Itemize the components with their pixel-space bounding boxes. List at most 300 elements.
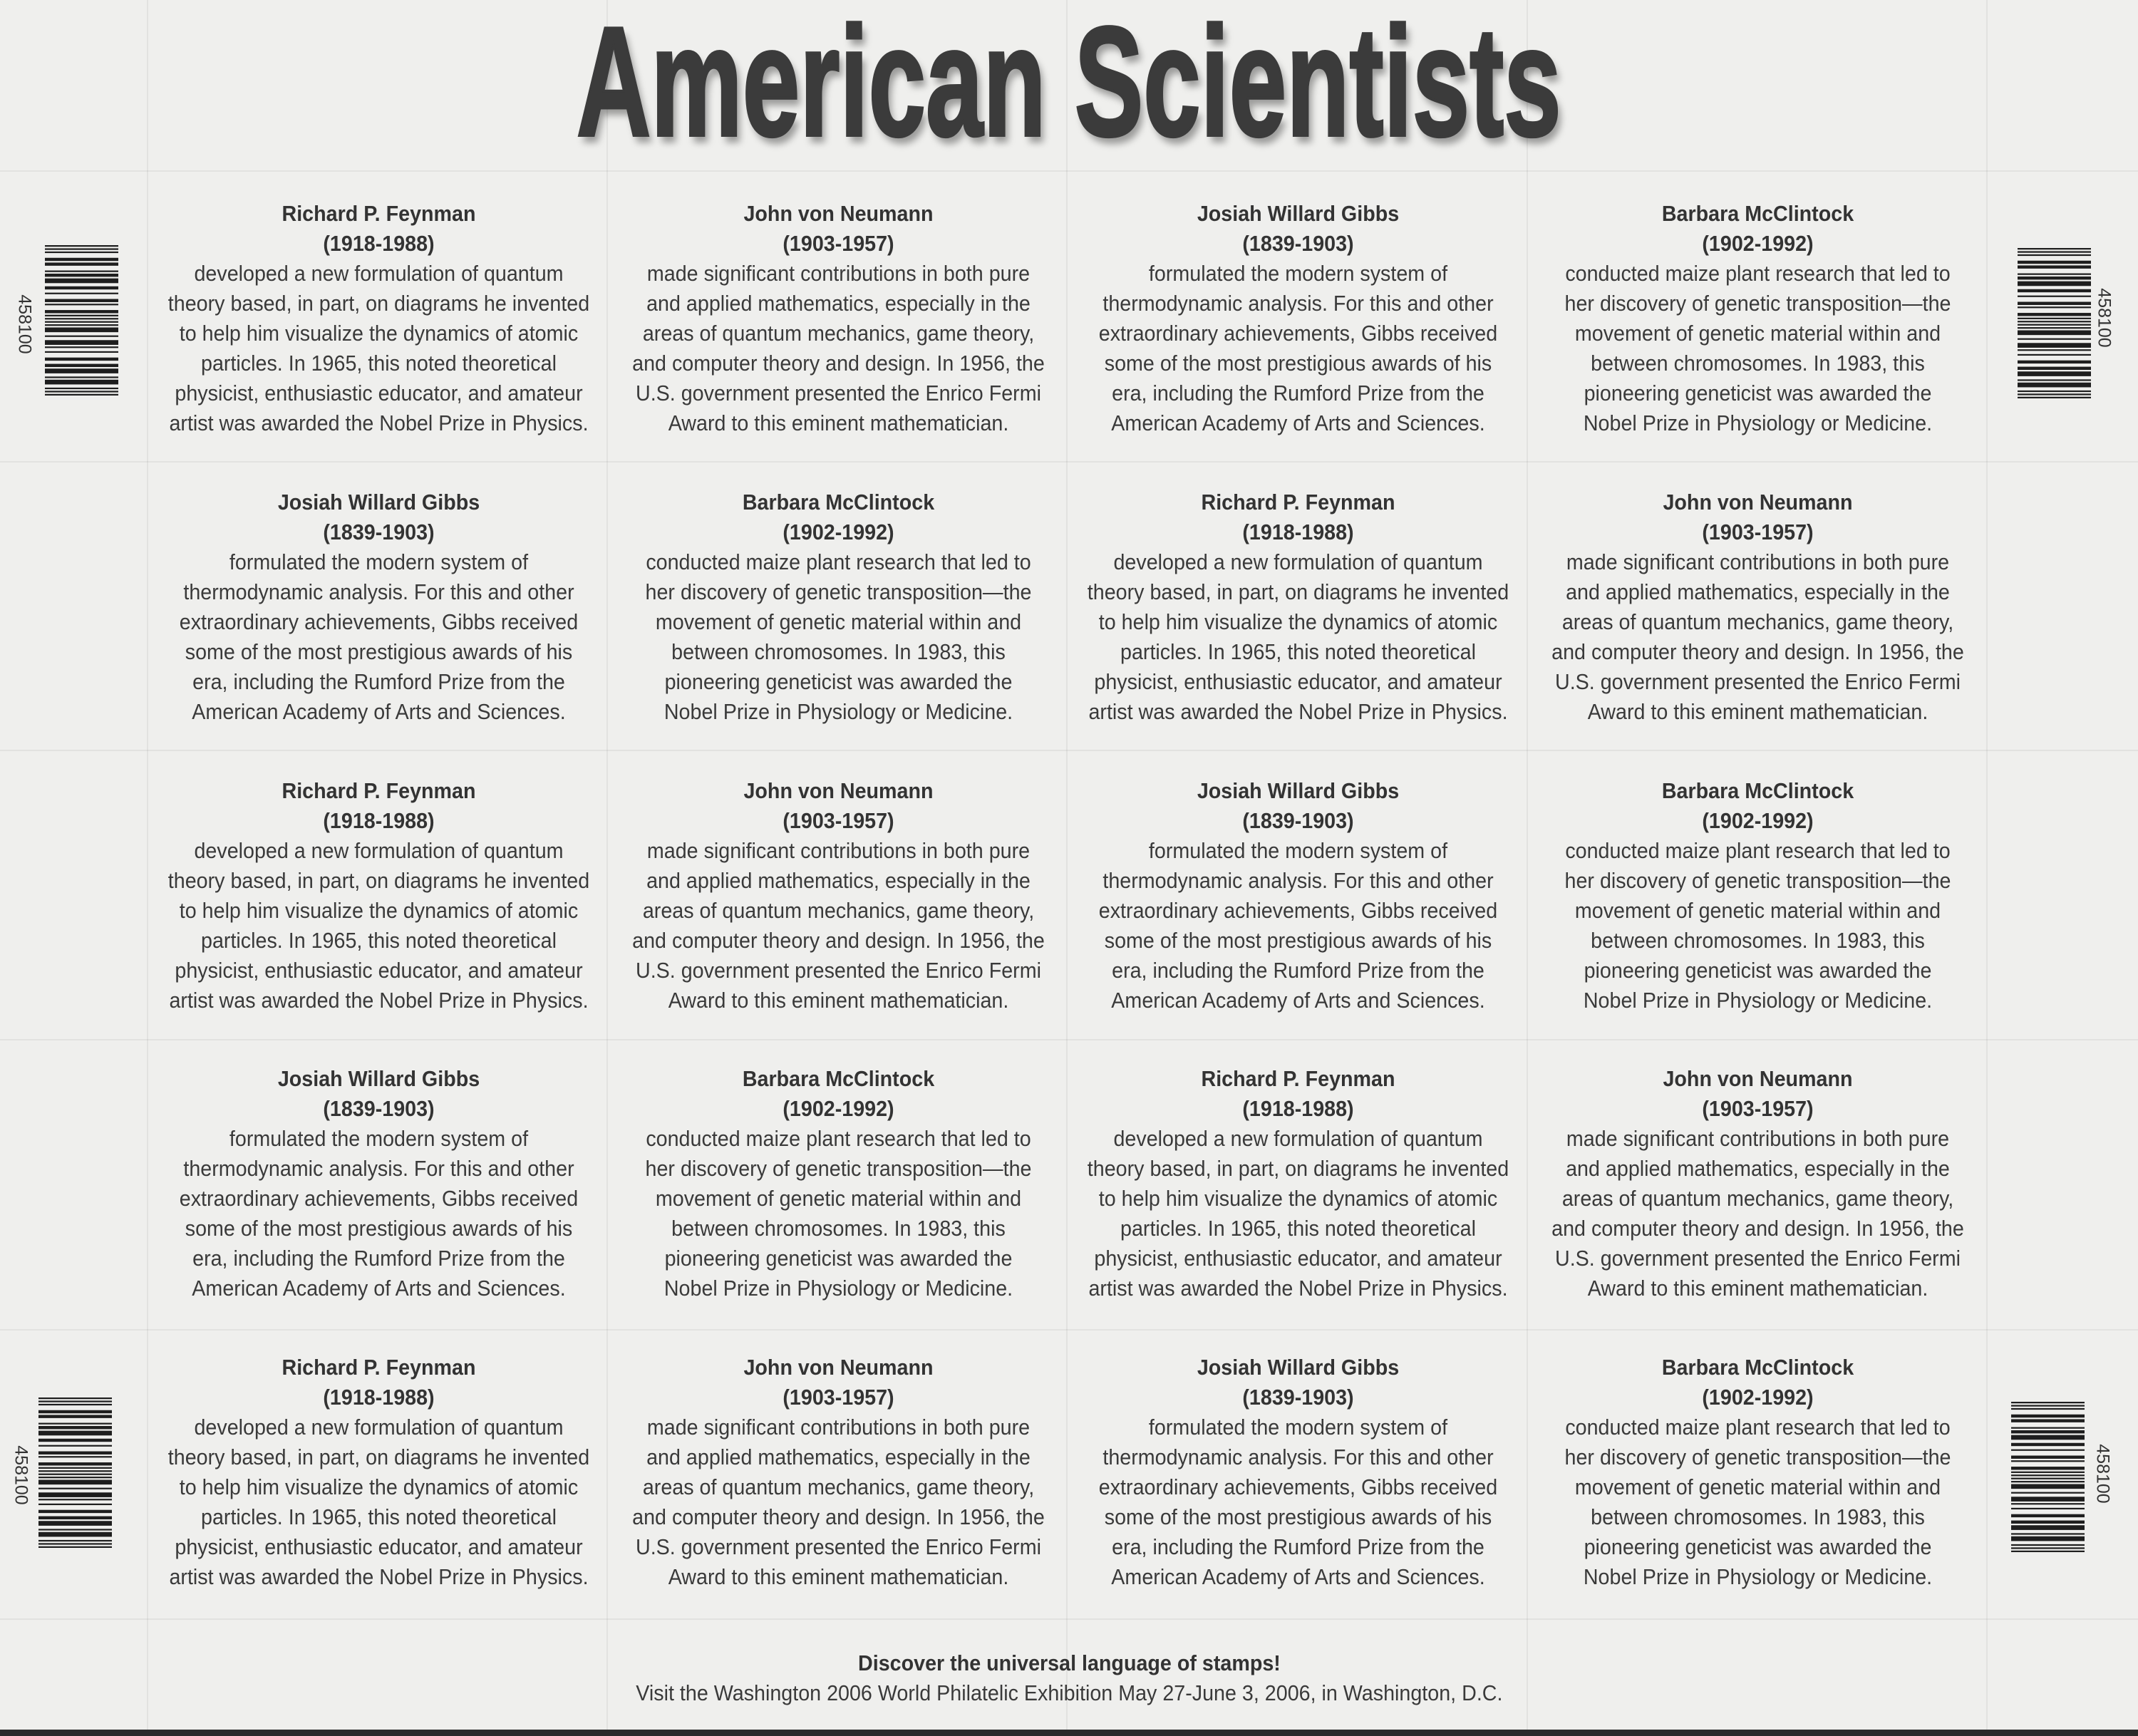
- barcode-bar: [2011, 1456, 2085, 1459]
- barcode-bar: [45, 274, 118, 277]
- bio-line: areas of quantum mechanics, game theory,: [1561, 609, 1954, 634]
- scientist-text-inner: [626, 1353, 1051, 1592]
- footer-info: [0, 1678, 2138, 1708]
- bio-line: and applied mathematics, especially in the: [1566, 579, 1950, 604]
- scientist-text-inner: [626, 199, 1051, 438]
- barcode-bar: [38, 1452, 112, 1455]
- bio-line: theory based, in part, on diagrams he invented: [167, 1445, 590, 1469]
- bio-line: U.S. government presented the Enrico Fermi: [636, 381, 1041, 405]
- scientist-text-block: [149, 1064, 609, 1303]
- bio-line: and computer theory and design. In 1956, the: [1551, 1216, 1964, 1241]
- scientist-dates: (1903-1957): [1702, 1096, 1814, 1121]
- barcode-bar: [38, 1517, 112, 1519]
- barcode-bar: [45, 279, 118, 284]
- barcode-bar: [45, 258, 118, 261]
- bio-line: between chromosomes. In 1983, this: [1591, 351, 1925, 376]
- scientist-dates: (1918-1988): [1242, 1096, 1354, 1121]
- barcode-bar: [38, 1426, 112, 1429]
- barcode-bar: [2018, 397, 2091, 398]
- scientist-text-inner: [166, 1353, 592, 1592]
- barcode-bar: [38, 1445, 112, 1447]
- die-cut-line-horizontal: [0, 170, 2138, 172]
- bio-line: and computer theory and design. In 1956, the: [1551, 639, 1964, 664]
- bio-line: physicist, enthusiastic educator, and amateur: [175, 1534, 583, 1559]
- scientist-text-inner: [1085, 776, 1511, 1016]
- barcode-bar: [2011, 1430, 2085, 1433]
- barcode-bar: [2018, 306, 2091, 308]
- scientist-text-inner: [626, 776, 1051, 1016]
- bio-line: to help him visualize the dynamics of atomic: [1098, 1186, 1498, 1211]
- barcode-bar: [45, 299, 118, 302]
- scientist-text-inner: [1545, 1353, 1971, 1592]
- bio-line: conducted maize plant research that led to: [1565, 261, 1951, 286]
- barcode-bar: [2011, 1405, 2085, 1406]
- barcode-bar: [2018, 248, 2091, 249]
- bio-line: some of the most prestigious awards of his: [1104, 351, 1492, 376]
- scientist-text-block: [1068, 199, 1528, 438]
- bio-line: extraordinary achievements, Gibbs received: [1098, 898, 1498, 923]
- bio-line: formulated the modern system of: [1148, 838, 1448, 863]
- barcode-bar: [2011, 1474, 2085, 1476]
- bio-line: extraordinary achievements, Gibbs received: [179, 609, 579, 634]
- scientist-dates: (1903-1957): [783, 808, 894, 833]
- barcode-bar: [2011, 1503, 2085, 1504]
- scientist-text-inner: [166, 487, 592, 727]
- bio-line: physicist, enthusiastic educator, and amateur: [1094, 669, 1502, 694]
- barcode-bar: [45, 364, 118, 367]
- barcode-bar: [2018, 343, 2091, 348]
- barcode-bar: [2011, 1435, 2085, 1440]
- bio-line: her discovery of genetic transposition—the: [645, 579, 1032, 604]
- barcode-bar: [2018, 274, 2091, 275]
- bio-line: era, including the Rumford Prize from the: [192, 669, 565, 694]
- barcode-bar: [2018, 302, 2091, 305]
- sheet-title: [0, 0, 2138, 169]
- barcode-bar: [38, 1470, 112, 1472]
- barcode-bar: [38, 1532, 112, 1537]
- barcode-bar: [2018, 265, 2091, 268]
- bio-line: artist was awarded the Nobel Prize in Physics.: [1088, 1276, 1508, 1301]
- bio-line: era, including the Rumford Prize from the: [1112, 958, 1484, 983]
- scientist-text-inner: [1545, 776, 1971, 1016]
- barcode-bar: [38, 1529, 112, 1530]
- bio-line: developed a new formulation of quantum: [1113, 549, 1483, 574]
- scientist-dates: (1902-1992): [1702, 808, 1814, 833]
- bio-line: and computer theory and design. In 1956, the: [632, 1504, 1045, 1529]
- barcode-bar: [2011, 1460, 2085, 1462]
- bio-line: Award to this eminent mathematician.: [668, 1564, 1009, 1589]
- bio-line: pioneering geneticist was awarded the: [1584, 1534, 1932, 1559]
- barcode-bar: [45, 252, 118, 253]
- barcode-bar: [38, 1540, 112, 1541]
- bio-line: and applied mathematics, especially in the: [1566, 1156, 1950, 1181]
- scientist-text-block: [609, 776, 1068, 1016]
- bio-line: artist was awarded the Nobel Prize in Physics.: [169, 988, 589, 1013]
- barcode-bar: [38, 1415, 112, 1417]
- scientist-text-block: [609, 1064, 1068, 1303]
- barcode-bar: [2011, 1533, 2085, 1534]
- barcode-bar: [2018, 254, 2091, 256]
- barcode-bar: [2011, 1514, 2085, 1517]
- scientist-dates: (1839-1903): [1242, 1385, 1354, 1410]
- barcode-bar: [2011, 1525, 2085, 1530]
- scientist-text-block: [149, 1353, 609, 1592]
- barcode-bar: [38, 1510, 112, 1513]
- barcode-bar: [2011, 1508, 2085, 1509]
- barcode-bar: [2011, 1402, 2085, 1403]
- barcode-bar: [2011, 1419, 2085, 1422]
- bio-line: Award to this eminent mathematician.: [668, 410, 1009, 435]
- barcode-bar: [38, 1397, 112, 1399]
- bio-line: movement of genetic material within and: [1574, 1474, 1941, 1499]
- barcode-bar: [2018, 367, 2091, 370]
- scientist-name: Richard P. Feynman: [282, 1355, 476, 1380]
- bio-line: extraordinary achievements, Gibbs received: [179, 1186, 579, 1211]
- barcode-bar: [45, 248, 118, 249]
- bio-line: era, including the Rumford Prize from the: [1112, 1534, 1484, 1559]
- bio-line: particles. In 1965, this noted theoretical: [1120, 639, 1476, 664]
- bio-line: made significant contributions in both pure: [1566, 1126, 1950, 1151]
- bio-line: developed a new formulation of quantum: [1113, 1126, 1483, 1151]
- barcode-bar: [45, 394, 118, 396]
- scientist-name: Barbara McClintock: [742, 1066, 935, 1091]
- scientist-dates: (1839-1903): [1242, 808, 1354, 833]
- scientist-name: Josiah Willard Gibbs: [1197, 778, 1400, 803]
- bio-line: conducted maize plant research that led to: [1565, 838, 1951, 863]
- bio-line: physicist, enthusiastic educator, and amateur: [1094, 1246, 1502, 1271]
- barcode-bar: [45, 310, 118, 313]
- bio-line: U.S. government presented the Enrico Fermi: [636, 1534, 1041, 1559]
- barcode-bar: [45, 380, 118, 385]
- scientist-text-inner: [626, 1064, 1051, 1303]
- barcode-bar: [2011, 1497, 2085, 1502]
- bio-line: between chromosomes. In 1983, this: [671, 1216, 1006, 1241]
- barcode-bar: [2011, 1547, 2085, 1549]
- barcode-bar: [45, 358, 118, 361]
- die-cut-line-horizontal: [0, 750, 2138, 751]
- barcode-bar: [45, 368, 118, 373]
- bio-line: particles. In 1965, this noted theoretical: [201, 351, 557, 376]
- barcode-bar: [45, 340, 118, 345]
- barcode-icon: [2011, 1402, 2085, 1552]
- barcode-bar: [2018, 281, 2091, 286]
- barcode-bar: [2011, 1443, 2085, 1446]
- barcode-bar: [2018, 313, 2091, 316]
- bio-line: thermodynamic analysis. For this and other: [1102, 291, 1494, 316]
- bio-line: Nobel Prize in Physiology or Medicine.: [1583, 1564, 1933, 1589]
- bio-line: Award to this eminent mathematician.: [668, 988, 1009, 1013]
- barcode-bar: [2011, 1478, 2085, 1479]
- scientist-text-inner: [1085, 487, 1511, 727]
- bio-line: physicist, enthusiastic educator, and amateur: [175, 381, 583, 405]
- scientist-text-inner: [1085, 1353, 1511, 1592]
- bio-line: some of the most prestigious awards of his: [1104, 1504, 1492, 1529]
- barcode-bar: [2011, 1481, 2085, 1482]
- bio-line: some of the most prestigious awards of his: [185, 1216, 573, 1241]
- scientist-dates: (1902-1992): [783, 520, 894, 544]
- bio-line: and applied mathematics, especially in the: [646, 1445, 1031, 1469]
- barcode-bar: [45, 324, 118, 326]
- barcode-bar: [38, 1504, 112, 1505]
- bio-line: and computer theory and design. In 1956, the: [632, 351, 1045, 376]
- bio-line: pioneering geneticist was awarded the: [1584, 381, 1932, 405]
- scientist-dates: (1902-1992): [1702, 1385, 1814, 1410]
- bio-line: artist was awarded the Nobel Prize in Physics.: [1088, 699, 1508, 724]
- barcode-bar: [45, 346, 118, 348]
- bio-line: developed a new formulation of quantum: [194, 838, 564, 863]
- scientist-name: Barbara McClintock: [1661, 778, 1854, 803]
- bio-line: formulated the modern system of: [229, 549, 529, 574]
- bio-line: some of the most prestigious awards of his: [185, 639, 573, 664]
- bio-line: Nobel Prize in Physiology or Medicine.: [1583, 410, 1933, 435]
- barcode-bar: [38, 1499, 112, 1500]
- barcode-bar: [2011, 1408, 2085, 1410]
- barcode-bar: [45, 336, 118, 337]
- scientist-dates: (1918-1988): [323, 231, 435, 256]
- bio-line: thermodynamic analysis. For this and other: [1102, 1445, 1494, 1469]
- bio-line: movement of genetic material within and: [1574, 898, 1941, 923]
- bio-line: made significant contributions in both pure: [646, 261, 1031, 286]
- scientist-text-block: [149, 199, 609, 438]
- die-cut-line-horizontal: [0, 461, 2138, 463]
- barcode-bar: [45, 262, 118, 265]
- bio-line: and applied mathematics, especially in the: [646, 868, 1031, 893]
- barcode-bar: [38, 1400, 112, 1402]
- bio-line: extraordinary achievements, Gibbs received: [1098, 1474, 1498, 1499]
- barcode-bar: [2011, 1484, 2085, 1489]
- bio-line: pioneering geneticist was awarded the: [664, 1246, 1013, 1271]
- bio-line: developed a new formulation of quantum: [194, 1415, 564, 1440]
- die-cut-line-horizontal: [0, 1039, 2138, 1040]
- scientist-dates: (1902-1992): [1702, 231, 1814, 256]
- scientist-text-inner: [1085, 1064, 1511, 1303]
- scientist-dates: (1918-1988): [1242, 520, 1354, 544]
- scientist-text-block: [1068, 1353, 1528, 1592]
- bio-line: made significant contributions in both pure: [646, 1415, 1031, 1440]
- barcode-bar: [38, 1423, 112, 1425]
- bio-line: theory based, in part, on diagrams he invented: [1087, 579, 1509, 604]
- bio-line: era, including the Rumford Prize from the: [192, 1246, 565, 1271]
- barcode-bar: [38, 1492, 112, 1497]
- scientist-name: Josiah Willard Gibbs: [1197, 1355, 1400, 1380]
- scientist-dates: (1903-1957): [783, 231, 894, 256]
- scientist-name: John von Neumann: [743, 201, 934, 226]
- die-cut-line-vertical: [147, 0, 148, 1736]
- barcode-bar: [38, 1488, 112, 1489]
- barcode-bar: [2018, 354, 2091, 356]
- barcode-bar: [38, 1477, 112, 1478]
- barcode-bar: [45, 293, 118, 294]
- bio-line: thermodynamic analysis. For this and other: [183, 579, 574, 604]
- bio-line: between chromosomes. In 1983, this: [1591, 928, 1925, 953]
- bio-line: U.S. government presented the Enrico Fermi: [1555, 669, 1961, 694]
- barcode-bar: [45, 304, 118, 305]
- bio-line: particles. In 1965, this noted theoretical: [201, 1504, 557, 1529]
- barcode-bar: [38, 1439, 112, 1442]
- bio-line: American Academy of Arts and Sciences.: [192, 699, 566, 724]
- bio-line: made significant contributions in both pure: [646, 838, 1031, 863]
- barcode-bar: [2018, 296, 2091, 297]
- die-cut-line-horizontal: [0, 1618, 2138, 1620]
- barcode-bar: [45, 351, 118, 353]
- bio-line: between chromosomes. In 1983, this: [1591, 1504, 1925, 1529]
- bio-line: her discovery of genetic transposition—the: [1564, 291, 1951, 316]
- scientist-text-block: [1528, 1353, 1988, 1592]
- barcode-number: 458100: [11, 1445, 31, 1505]
- barcode-bar: [2011, 1536, 2085, 1541]
- bio-line: Award to this eminent mathematician.: [1587, 1276, 1928, 1301]
- barcode-bar: [45, 315, 118, 316]
- barcode-bar: [2018, 339, 2091, 340]
- barcode-bar: [45, 388, 118, 389]
- footer-tagline: [0, 1648, 2138, 1678]
- sheet-bottom-edge: [0, 1730, 2138, 1736]
- bio-line: particles. In 1965, this noted theoretical: [1120, 1216, 1476, 1241]
- bio-line: areas of quantum mechanics, game theory,: [642, 321, 1035, 346]
- bio-line: developed a new formulation of quantum: [194, 261, 564, 286]
- bio-line: thermodynamic analysis. For this and other: [1102, 868, 1494, 893]
- scientist-dates: (1903-1957): [783, 1385, 894, 1410]
- scientist-dates: (1918-1988): [323, 808, 435, 833]
- scientist-text-block: [1068, 487, 1528, 727]
- barcode-bar: [2018, 349, 2091, 351]
- bio-line: American Academy of Arts and Sciences.: [1111, 410, 1485, 435]
- barcode-bar: [2018, 277, 2091, 279]
- bio-line: Nobel Prize in Physiology or Medicine.: [1583, 988, 1933, 1013]
- barcode-bar: [2018, 391, 2091, 392]
- scientist-text-inner: [166, 1064, 592, 1303]
- scientist-name: Barbara McClintock: [1661, 1355, 1854, 1380]
- barcode-bar: [38, 1546, 112, 1548]
- bio-line: pioneering geneticist was awarded the: [1584, 958, 1932, 983]
- barcode-bar: [45, 286, 118, 289]
- barcode-bar: [45, 376, 118, 378]
- barcode-bar: [38, 1479, 112, 1484]
- scientist-text-inner: [166, 199, 592, 438]
- bio-line: her discovery of genetic transposition—the: [1564, 868, 1951, 893]
- barcode-bar: [38, 1431, 112, 1436]
- bio-line: some of the most prestigious awards of his: [1104, 928, 1492, 953]
- barcode-number: 458100: [2092, 1444, 2113, 1504]
- scientist-text-block: [1528, 1064, 1988, 1303]
- barcode-bar: [2018, 261, 2091, 264]
- barcode-bar: [2011, 1551, 2085, 1552]
- bio-line: to help him visualize the dynamics of atomic: [179, 898, 579, 923]
- barcode-bar: [38, 1474, 112, 1475]
- barcode-bar: [2011, 1521, 2085, 1524]
- barcode-bar: [45, 391, 118, 392]
- bio-line: extraordinary achievements, Gibbs received: [1098, 321, 1498, 346]
- bio-line: conducted maize plant research that led to: [1565, 1415, 1951, 1440]
- bio-line: physicist, enthusiastic educator, and amateur: [175, 958, 583, 983]
- scientist-text-inner: [626, 487, 1051, 727]
- scientist-text-inner: [1545, 1064, 1971, 1303]
- barcode-bar: [2011, 1472, 2085, 1473]
- barcode-icon: [2018, 248, 2091, 398]
- barcode-bar: [45, 318, 118, 319]
- die-cut-line-horizontal: [0, 1329, 2138, 1331]
- barcode-bar: [38, 1456, 112, 1457]
- barcode-bar: [2018, 383, 2091, 388]
- bio-line: era, including the Rumford Prize from the: [1112, 381, 1484, 405]
- bio-line: pioneering geneticist was awarded the: [664, 669, 1013, 694]
- bio-line: to help him visualize the dynamics of atomic: [1098, 609, 1498, 634]
- bio-line: American Academy of Arts and Sciences.: [1111, 988, 1485, 1013]
- scientist-dates: (1839-1903): [323, 1096, 435, 1121]
- scientist-text-block: [609, 487, 1068, 727]
- barcode-bar: [2018, 393, 2091, 395]
- scientist-text-inner: [1545, 199, 1971, 438]
- bio-line: conducted maize plant research that led to: [646, 1126, 1031, 1151]
- scientist-text-block: [1528, 776, 1988, 1016]
- scientist-name: John von Neumann: [1663, 490, 1853, 515]
- barcode-icon: [45, 245, 118, 396]
- scientist-name: Richard P. Feynman: [1201, 1066, 1395, 1091]
- scientist-text-inner: [1545, 487, 1971, 727]
- bio-line: formulated the modern system of: [229, 1126, 529, 1151]
- bio-line: areas of quantum mechanics, game theory,: [642, 1474, 1035, 1499]
- bio-line: U.S. government presented the Enrico Fermi: [1555, 1246, 1961, 1271]
- scientist-dates: (1903-1957): [1702, 520, 1814, 544]
- bio-line: theory based, in part, on diagrams he invented: [167, 291, 590, 316]
- scientist-name: John von Neumann: [1663, 1066, 1853, 1091]
- bio-line: made significant contributions in both pure: [1566, 549, 1950, 574]
- barcode-bar: [38, 1404, 112, 1405]
- bio-line: and applied mathematics, especially in the: [646, 291, 1031, 316]
- bio-line: to help him visualize the dynamics of atomic: [179, 1474, 579, 1499]
- barcode-bar: [2018, 371, 2091, 376]
- scientist-name: Barbara McClintock: [1661, 201, 1854, 226]
- barcode-bar: [38, 1467, 112, 1469]
- scientist-text-inner: [166, 776, 592, 1016]
- scientist-text-block: [149, 487, 609, 727]
- scientist-dates: (1918-1988): [323, 1385, 435, 1410]
- bio-line: American Academy of Arts and Sciences.: [192, 1276, 566, 1301]
- scientist-name: Richard P. Feynman: [1201, 490, 1395, 515]
- bio-line: movement of genetic material within and: [655, 609, 1022, 634]
- bio-line: Award to this eminent mathematician.: [1587, 699, 1928, 724]
- scientist-dates: (1839-1903): [323, 520, 435, 544]
- barcode-bar: [2011, 1415, 2085, 1417]
- scientist-name: Richard P. Feynman: [282, 201, 476, 226]
- scientist-text-block: [609, 199, 1068, 438]
- barcode-bar: [2018, 379, 2091, 381]
- bio-line: Nobel Prize in Physiology or Medicine.: [663, 699, 1013, 724]
- scientist-text-block: [1528, 487, 1988, 727]
- barcode-bar: [45, 271, 118, 272]
- bio-line: areas of quantum mechanics, game theory,: [642, 898, 1035, 923]
- bio-line: areas of quantum mechanics, game theory,: [1561, 1186, 1954, 1211]
- bio-line: formulated the modern system of: [1148, 1415, 1448, 1440]
- scientist-name: Josiah Willard Gibbs: [1197, 201, 1400, 226]
- barcode-bar: [2018, 361, 2091, 363]
- barcode-bar: [38, 1521, 112, 1526]
- barcode-bar: [2018, 318, 2091, 319]
- barcode-number: 458100: [2094, 288, 2114, 348]
- barcode-bar: [2011, 1427, 2085, 1429]
- scientist-name: John von Neumann: [743, 778, 934, 803]
- barcode-bar: [2018, 251, 2091, 252]
- bio-line: movement of genetic material within and: [655, 1186, 1022, 1211]
- scientist-text-block: [609, 1353, 1068, 1592]
- scientist-text-block: [1068, 1064, 1528, 1303]
- barcode-bar: [2018, 321, 2091, 322]
- bio-line: artist was awarded the Nobel Prize in Physics.: [169, 1564, 589, 1589]
- barcode-icon: [38, 1397, 112, 1548]
- barcode-bar: [2018, 330, 2091, 335]
- bio-line: her discovery of genetic transposition—the: [645, 1156, 1032, 1181]
- barcode-number: 458100: [14, 294, 35, 354]
